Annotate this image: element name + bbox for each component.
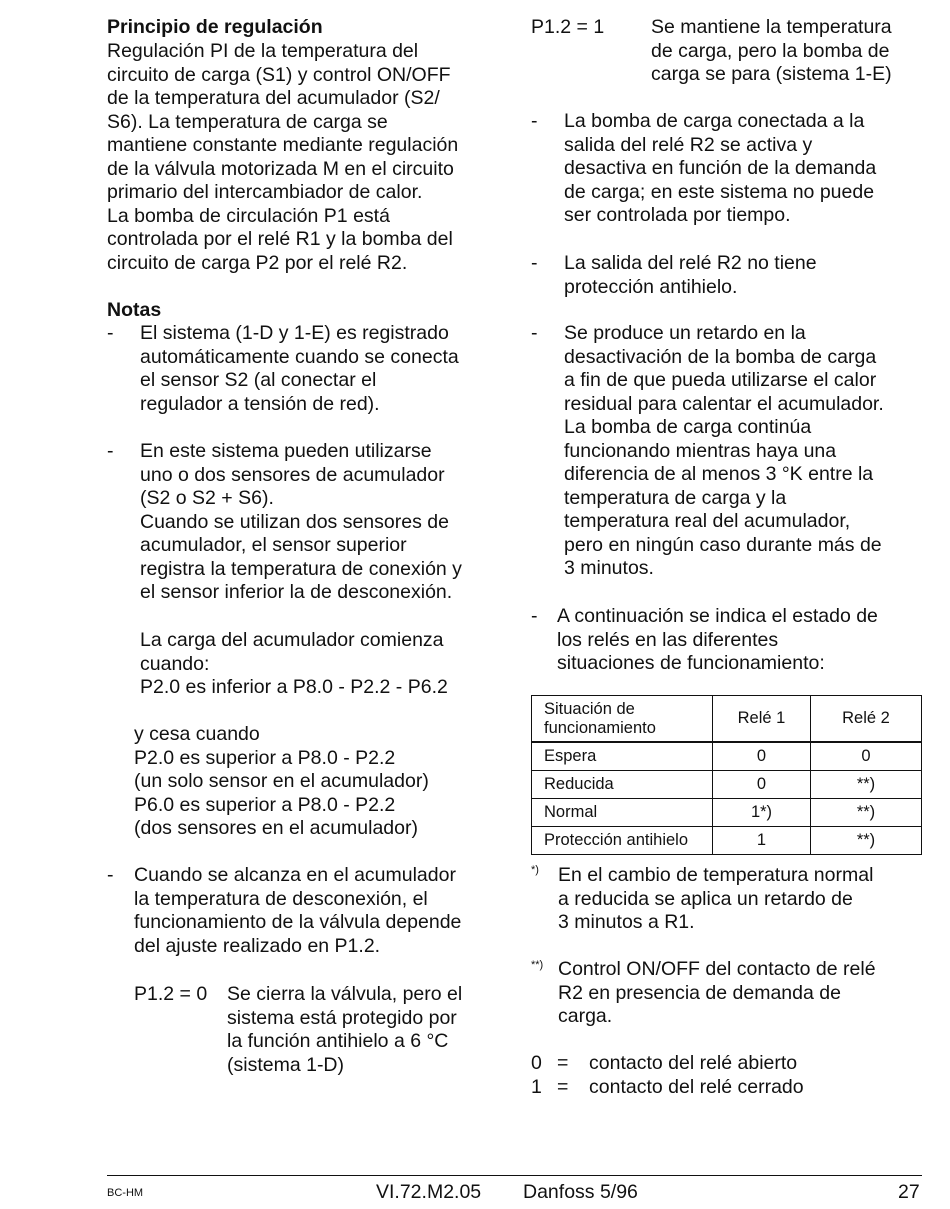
text-line: Se mantiene la temperatura <box>651 16 892 38</box>
text-line: temperatura real del acumulador, <box>564 510 851 532</box>
text-line: En el cambio de temperatura normal <box>558 864 874 886</box>
legend-eq-1: = <box>557 1076 569 1098</box>
text-line: (S2 o S2 + S6). <box>140 487 274 509</box>
text-line: Cuando se utilizan dos sensores de <box>140 510 449 533</box>
legend-text-1: contacto del relé cerrado <box>589 1076 804 1098</box>
text-line: A continuación se indica el estado de <box>557 605 878 627</box>
footnote-1 <box>558 864 873 935</box>
note-sensores-acumulador <box>140 440 462 605</box>
text-line: mantiene constante mediante regulación <box>107 134 459 156</box>
bullet-dash: - <box>531 605 538 627</box>
p12-1-label: P1.2 = 1 <box>531 16 605 38</box>
table-header-rele2: Relé 2 <box>811 696 922 743</box>
text-line: y cesa cuando <box>134 723 260 745</box>
table-cell: Protección antihielo <box>532 827 713 855</box>
table-cell: Normal <box>532 799 713 827</box>
bullet-dash: - <box>107 322 114 344</box>
footer-code: BC-HM <box>107 1187 144 1199</box>
text-line: Cuando se alcanza en el acumulador <box>134 864 456 886</box>
text-line: La carga del acumulador comienza <box>140 629 444 651</box>
bullet-dash: - <box>531 110 538 132</box>
text-line: temperatura de carga y la <box>564 486 787 509</box>
text-line: La bomba de carga conectada a la <box>564 110 865 132</box>
text-line: de la válvula motorizada M en el circuito <box>107 157 454 180</box>
text-line: cuando: <box>140 652 210 675</box>
table-header-situacion: Situación de funcionamiento <box>532 696 713 743</box>
text-line: (un solo sensor en el acumulador) <box>134 770 429 792</box>
text-line: controlada por el relé R1 y la bomba del <box>107 228 453 250</box>
paragraph-principio <box>107 40 458 275</box>
note-desconexion <box>134 864 461 958</box>
bullet-dash: - <box>107 864 114 886</box>
text-line: La bomba de circulación P1 está <box>107 204 390 227</box>
text-line: funcionamiento de la válvula depende <box>134 911 462 933</box>
text-line: P6.0 es superior a P8.0 - P2.2 <box>134 793 396 816</box>
footnote-2-mark: **) <box>531 959 544 971</box>
text-line: 3 minutos a R1. <box>558 911 695 933</box>
text-line: El sistema (1-D y 1-E) es registrado <box>140 322 449 344</box>
bullet-dash: - <box>107 440 114 462</box>
table-row <box>532 799 922 827</box>
table-cell: Espera <box>532 742 713 771</box>
text-line: registra la temperatura de conexión y <box>140 557 462 580</box>
text-line: automáticamente cuando se conecta <box>140 345 459 368</box>
text-line: (sistema 1-D) <box>227 1053 345 1076</box>
note-bomba-carga <box>564 110 876 228</box>
text-line: desactivación de la bomba de carga <box>564 345 877 368</box>
text-line: La salida del relé R2 no tiene <box>564 252 817 274</box>
text-line: protección antihielo. <box>564 275 738 298</box>
text-line: Se cierra la válvula, pero el <box>227 983 463 1005</box>
text-line: En este sistema pueden utilizarse <box>140 440 432 462</box>
text-line: residual para calentar el acumulador. <box>564 392 884 415</box>
text-line: situaciones de funcionamiento: <box>557 652 825 674</box>
legend-eq-0: = <box>557 1052 569 1074</box>
text-line: sistema está protegido por <box>227 1006 457 1029</box>
table-cell: 1*) <box>713 799 811 827</box>
table-header-row <box>532 696 922 743</box>
table-cell: **) <box>811 799 922 827</box>
p12-0-description <box>227 983 462 1077</box>
note-carga-comienza <box>140 629 448 700</box>
text-line: del ajuste realizado en P1.2. <box>134 934 381 957</box>
p12-0-label: P1.2 = 0 <box>134 983 208 1005</box>
text-line: de la temperatura del acumulador (S2/ <box>107 87 440 109</box>
text-line: 3 minutos. <box>564 557 654 579</box>
note-retardo <box>564 322 884 581</box>
text-line: de carga, pero la bomba de <box>651 39 890 62</box>
footer-doc-number: VI.72.M2.05 <box>376 1181 482 1203</box>
text-line: Regulación PI de la temperatura del <box>107 40 419 62</box>
note-rele-r2 <box>564 252 817 299</box>
text-line: a reducida se aplica un retardo de <box>558 887 853 910</box>
text-line: P2.0 es inferior a P8.0 - P2.2 - P6.2 <box>140 676 448 698</box>
text-line: (dos sensores en el acumulador) <box>134 817 418 839</box>
heading-notas: Notas <box>107 299 162 321</box>
text-line: salida del relé R2 se activa y <box>564 133 813 156</box>
heading-principio: Principio de regulación <box>107 16 323 38</box>
text-line: P2.0 es superior a P8.0 - P2.2 <box>134 746 396 769</box>
table-cell: Reducida <box>532 771 713 799</box>
footnote-1-mark: *) <box>531 864 539 876</box>
footnote-2 <box>558 958 876 1029</box>
text-line: Se produce un retardo en la <box>564 322 806 344</box>
text-line: el sensor inferior la de desconexión. <box>140 581 453 603</box>
p12-1-description <box>651 16 892 87</box>
footer-rule <box>107 1175 922 1176</box>
footer-page-number: 27 <box>898 1181 920 1203</box>
text-line: los relés en las diferentes <box>557 628 779 651</box>
legend-text-0: contacto del relé abierto <box>589 1052 798 1074</box>
text-line: la temperatura de desconexión, el <box>134 887 428 910</box>
text-line: desactiva en función de la demanda <box>564 157 877 179</box>
legend-key-0: 0 <box>531 1052 542 1074</box>
text-line: a fin de que pueda utilizarse el calor <box>564 369 877 391</box>
legend-key-1: 1 <box>531 1076 542 1098</box>
table-cell: 0 <box>713 742 811 771</box>
text-line: acumulador, el sensor superior <box>140 534 407 556</box>
table-row <box>532 771 922 799</box>
table-header-rele1: Relé 1 <box>713 696 811 743</box>
text-line: pero en ningún caso durante más de <box>564 533 882 556</box>
text-line: funcionando mientras haya una <box>564 439 837 462</box>
text-line: el sensor S2 (al conectar el <box>140 369 377 391</box>
bullet-dash: - <box>531 252 538 274</box>
footer-brand: Danfoss 5/96 <box>523 1181 638 1203</box>
text-line: primario del intercambiador de calor. <box>107 181 423 203</box>
text-line: regulador a tensión de red). <box>140 392 380 415</box>
table-cell: 0 <box>713 771 811 799</box>
note-carga-cesa <box>134 723 429 841</box>
table-cell: 0 <box>811 742 922 771</box>
relay-state-table <box>531 695 922 855</box>
table-cell: **) <box>811 827 922 855</box>
note-sistema-registrado <box>140 322 459 416</box>
table-cell: **) <box>811 771 922 799</box>
text-line: La bomba de carga continúa <box>564 416 812 438</box>
table-row <box>532 742 922 771</box>
text-line: R2 en presencia de demanda de <box>558 981 841 1004</box>
text-line: circuito de carga P2 por el relé R2. <box>107 251 408 274</box>
text-line: carga se para (sistema 1-E) <box>651 63 892 85</box>
text-line: uno o dos sensores de acumulador <box>140 463 445 486</box>
text-line: carga. <box>558 1005 613 1027</box>
table-row <box>532 827 922 855</box>
text-line: de carga; en este sistema no puede <box>564 180 875 203</box>
text-line: Control ON/OFF del contacto de relé <box>558 958 876 980</box>
text-line: ser controlada por tiempo. <box>564 204 791 226</box>
text-line: S6). La temperatura de carga se <box>107 110 388 133</box>
bullet-dash: - <box>531 322 538 344</box>
note-estado-reles <box>557 605 878 676</box>
text-line: circuito de carga (S1) y control ON/OFF <box>107 63 451 86</box>
table-cell: 1 <box>713 827 811 855</box>
text-line: diferencia de al menos 3 °K entre la <box>564 463 874 485</box>
text-line: la función antihielo a 6 °C <box>227 1030 449 1052</box>
